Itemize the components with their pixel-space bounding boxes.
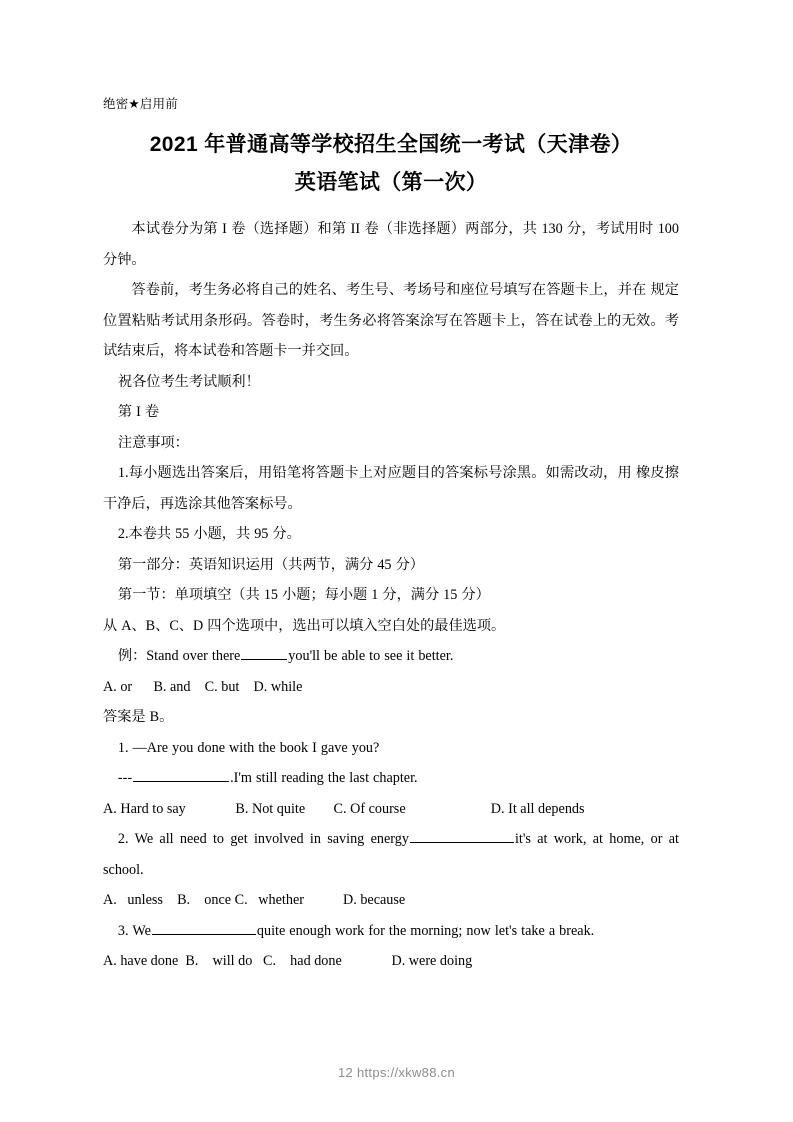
question-3-options: A. have done B. will do C. had done D. were doing <box>103 953 473 969</box>
instruction-paragraph-3: 祝各位考生考试顺利！ <box>117 373 260 390</box>
section-one-heading: 第一节：单项填空（共 15 小题；每小题 1 分，满分 15 分） <box>117 587 490 603</box>
question-2-blank <box>410 829 514 843</box>
example-label: 例： <box>117 648 147 664</box>
question-2-options: A. unless B. once C. whether D. because <box>103 892 406 908</box>
paper-part-label: 第 I 卷 <box>117 404 160 420</box>
page-title: 2021 年普通高等学校招生全国统一考试（天津卷） <box>149 133 633 156</box>
page-subtitle: 英语笔试（第一次） <box>294 171 488 194</box>
section-direction: 从 A、B、C、D 四个选项中，选出可以填入空白处的最佳选项。 <box>103 617 506 634</box>
secret-marker: 绝密★启用前 <box>103 97 178 111</box>
question-1-options: A. Hard to say B. Not quite C. Of course D. It all depends <box>103 800 585 817</box>
notice-item-2: 2.本卷共 55 小题，共 95 分。 <box>117 526 301 542</box>
example-blank <box>241 646 287 660</box>
instruction-paragraph-2: 答卷前，考生务必将自己的姓名、考生号、考场号和座位号填写在答题卡上，并在 规定位置粘贴考试用条形码。答卷时，考生务必将答案涂写在答题卡上，答在试卷上的无效。考试结束后，将本试卷和答题卡一并交回。 <box>103 282 679 359</box>
question-3-stem-before: 3. We <box>117 922 151 939</box>
example-stem <box>103 641 679 672</box>
question-2-stem-after: it's at work, at home, or at school. <box>103 831 679 878</box>
notice-heading: 注意事项： <box>117 434 189 451</box>
example-stem-after: you'll be able to see it better. <box>288 648 454 664</box>
example-stem-before: Stand over there <box>146 648 241 664</box>
question-1-dash: --- <box>117 770 133 786</box>
part-one-heading: 第一部分：英语知识运用（共两节，满分 45 分） <box>117 556 424 573</box>
example-answer: 答案是 B。 <box>103 709 174 725</box>
question-1-blank <box>133 768 229 782</box>
page-footer-watermark: 12 https://xkw88.cn <box>338 1065 455 1080</box>
question-2-stem <box>103 824 679 885</box>
question-3-blank <box>152 920 256 934</box>
question-3-stem <box>103 916 679 947</box>
document-content <box>103 96 679 977</box>
instruction-paragraph-1: 本试卷分为第 I 卷（选择题）和第 II 卷（非选择题）两部分，共 130 分，考试用时 100 分钟。 <box>103 221 679 268</box>
notice-item-1: 1.每小题选出答案后，用铅笔将答题卡上对应题目的答案标号涂黑。如需改动，用 橡皮擦干净后，再选涂其他答案标号。 <box>103 465 679 512</box>
question-1-tail: .I'm still reading the last chapter. <box>230 770 418 786</box>
question-2-stem-before: 2. We all need to get involved in saving energy <box>117 831 409 847</box>
question-1-line-2 <box>103 763 679 794</box>
question-3-stem-after: quite enough work for the morning; now let's take a break. <box>256 922 595 939</box>
example-options: A. or B. and C. but D. while <box>103 678 303 695</box>
question-1-line-1: 1. —Are you done with the book I gave you? <box>117 739 380 756</box>
